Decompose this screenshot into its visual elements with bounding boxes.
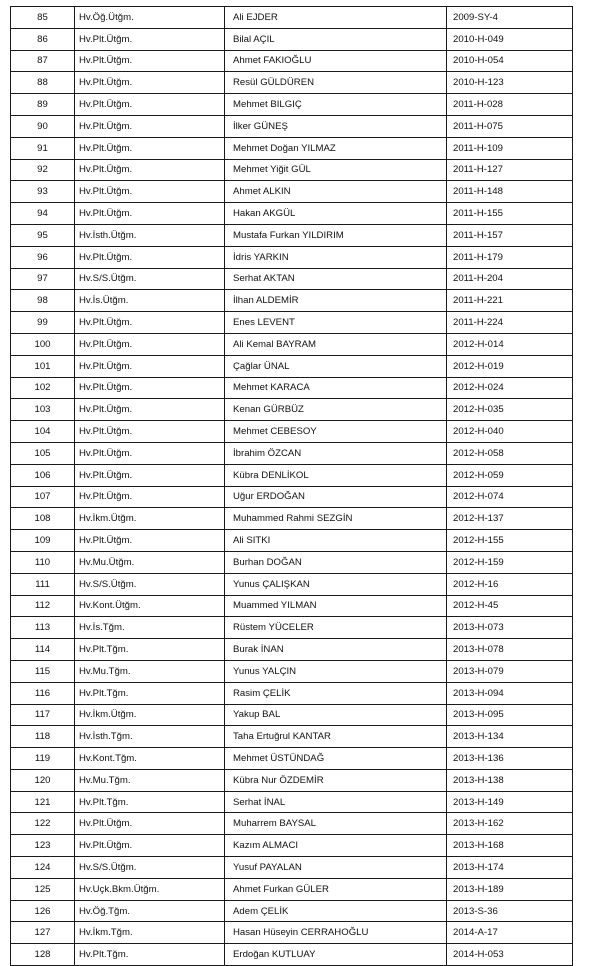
- registry-code-cell: 2010-H-049: [447, 28, 573, 50]
- registry-code-cell: 2011-H-157: [447, 224, 573, 246]
- full-name-cell: Mehmet ÜSTÜNDAĞ: [225, 748, 447, 770]
- personnel-table-body: [11, 7, 573, 966]
- table-row: [11, 224, 573, 246]
- full-name-cell: Resül GÜLDÜREN: [225, 72, 447, 94]
- registry-code-cell: 2012-H-159: [447, 551, 573, 573]
- full-name-cell: Kazım ALMACI: [225, 835, 447, 857]
- full-name-cell: Kenan GÜRBÜZ: [225, 399, 447, 421]
- row-number: 101: [11, 355, 75, 377]
- rank-cell: Hv.Plt.Ütğm.: [75, 530, 225, 552]
- full-name-cell: İlhan ALDEMİR: [225, 290, 447, 312]
- registry-code-cell: 2012-H-074: [447, 486, 573, 508]
- registry-code-cell: 2012-H-059: [447, 464, 573, 486]
- table-row: [11, 530, 573, 552]
- registry-code-cell: 2013-H-079: [447, 660, 573, 682]
- table-row: [11, 268, 573, 290]
- registry-code-cell: 2012-H-137: [447, 508, 573, 530]
- full-name-cell: Ahmet FAKIOĞLU: [225, 50, 447, 72]
- row-number: 126: [11, 900, 75, 922]
- rank-cell: Hv.Plt.Ütğm.: [75, 115, 225, 137]
- row-number: 113: [11, 617, 75, 639]
- rank-cell: Hv.Plt.Ütğm.: [75, 442, 225, 464]
- table-row: [11, 159, 573, 181]
- rank-cell: Hv.Plt.Ütğm.: [75, 464, 225, 486]
- full-name-cell: İbrahim ÖZCAN: [225, 442, 447, 464]
- table-row: [11, 900, 573, 922]
- full-name-cell: Muhammed Rahmi SEZGİN: [225, 508, 447, 530]
- row-number: 121: [11, 791, 75, 813]
- registry-code-cell: 2014-H-053: [447, 944, 573, 966]
- rank-cell: Hv.Plt.Tğm.: [75, 682, 225, 704]
- full-name-cell: Rüstem YÜCELER: [225, 617, 447, 639]
- table-row: [11, 813, 573, 835]
- registry-code-cell: 2009-SY-4: [447, 7, 573, 29]
- full-name-cell: Rasim ÇELİK: [225, 682, 447, 704]
- row-number: 118: [11, 726, 75, 748]
- full-name-cell: İlker GÜNEŞ: [225, 115, 447, 137]
- rank-cell: Hv.İs.Tğm.: [75, 617, 225, 639]
- full-name-cell: Yunus ÇALIŞKAN: [225, 573, 447, 595]
- row-number: 92: [11, 159, 75, 181]
- row-number: 115: [11, 660, 75, 682]
- registry-code-cell: 2012-H-058: [447, 442, 573, 464]
- table-row: [11, 791, 573, 813]
- full-name-cell: Kübra DENLİKOL: [225, 464, 447, 486]
- table-row: [11, 464, 573, 486]
- registry-code-cell: 2013-H-094: [447, 682, 573, 704]
- row-number: 95: [11, 224, 75, 246]
- registry-code-cell: 2012-H-16: [447, 573, 573, 595]
- table-row: [11, 72, 573, 94]
- rank-cell: Hv.Plt.Ütğm.: [75, 355, 225, 377]
- table-row: [11, 137, 573, 159]
- rank-cell: Hv.S/S.Ütğm.: [75, 857, 225, 879]
- full-name-cell: Hakan AKGÜL: [225, 203, 447, 225]
- rank-cell: Hv.Öğ.Tğm.: [75, 900, 225, 922]
- full-name-cell: Mehmet Yiğit GÜL: [225, 159, 447, 181]
- personnel-list-page: [10, 6, 572, 966]
- registry-code-cell: 2013-H-078: [447, 639, 573, 661]
- rank-cell: Hv.Plt.Ütğm.: [75, 399, 225, 421]
- rank-cell: Hv.Plt.Ütğm.: [75, 159, 225, 181]
- table-row: [11, 203, 573, 225]
- full-name-cell: Ali SITKI: [225, 530, 447, 552]
- registry-code-cell: 2011-H-221: [447, 290, 573, 312]
- table-row: [11, 399, 573, 421]
- row-number: 114: [11, 639, 75, 661]
- table-row: [11, 377, 573, 399]
- row-number: 85: [11, 7, 75, 29]
- full-name-cell: İdris YARKIN: [225, 246, 447, 268]
- rank-cell: Hv.Plt.Ütğm.: [75, 28, 225, 50]
- row-number: 97: [11, 268, 75, 290]
- personnel-table: [10, 6, 573, 966]
- rank-cell: Hv.İkm.Ütğm.: [75, 704, 225, 726]
- registry-code-cell: 2013-H-134: [447, 726, 573, 748]
- row-number: 116: [11, 682, 75, 704]
- rank-cell: Hv.Kont.Tğm.: [75, 748, 225, 770]
- row-number: 89: [11, 94, 75, 116]
- table-row: [11, 704, 573, 726]
- full-name-cell: Çağlar ÜNAL: [225, 355, 447, 377]
- row-number: 127: [11, 922, 75, 944]
- rank-cell: Hv.Mu.Ütğm.: [75, 551, 225, 573]
- registry-code-cell: 2013-H-168: [447, 835, 573, 857]
- table-row: [11, 639, 573, 661]
- rank-cell: Hv.Plt.Ütğm.: [75, 181, 225, 203]
- full-name-cell: Ahmet Furkan GÜLER: [225, 878, 447, 900]
- rank-cell: Hv.Plt.Tğm.: [75, 944, 225, 966]
- rank-cell: Hv.Plt.Ütğm.: [75, 137, 225, 159]
- full-name-cell: Mehmet KARACA: [225, 377, 447, 399]
- registry-code-cell: 2011-H-127: [447, 159, 573, 181]
- table-row: [11, 922, 573, 944]
- table-row: [11, 115, 573, 137]
- row-number: 123: [11, 835, 75, 857]
- full-name-cell: Mustafa Furkan YILDIRIM: [225, 224, 447, 246]
- row-number: 102: [11, 377, 75, 399]
- row-number: 93: [11, 181, 75, 203]
- rank-cell: Hv.Mu.Tğm.: [75, 660, 225, 682]
- registry-code-cell: 2011-H-028: [447, 94, 573, 116]
- rank-cell: Hv.Uçk.Bkm.Ütğm.: [75, 878, 225, 900]
- registry-code-cell: 2013-H-136: [447, 748, 573, 770]
- full-name-cell: Bilal AÇIL: [225, 28, 447, 50]
- table-row: [11, 7, 573, 29]
- full-name-cell: Adem ÇELİK: [225, 900, 447, 922]
- row-number: 120: [11, 769, 75, 791]
- full-name-cell: Yunus YALÇIN: [225, 660, 447, 682]
- rank-cell: Hv.Plt.Ütğm.: [75, 486, 225, 508]
- registry-code-cell: 2011-H-179: [447, 246, 573, 268]
- row-number: 119: [11, 748, 75, 770]
- row-number: 86: [11, 28, 75, 50]
- row-number: 107: [11, 486, 75, 508]
- full-name-cell: Burhan DOĞAN: [225, 551, 447, 573]
- rank-cell: Hv.Kont.Ütğm.: [75, 595, 225, 617]
- rank-cell: Hv.Plt.Ütğm.: [75, 312, 225, 334]
- rank-cell: Hv.Plt.Ütğm.: [75, 333, 225, 355]
- row-number: 96: [11, 246, 75, 268]
- registry-code-cell: 2013-H-189: [447, 878, 573, 900]
- row-number: 103: [11, 399, 75, 421]
- full-name-cell: Muammed YILMAN: [225, 595, 447, 617]
- row-number: 94: [11, 203, 75, 225]
- table-row: [11, 508, 573, 530]
- table-row: [11, 769, 573, 791]
- registry-code-cell: 2010-H-054: [447, 50, 573, 72]
- rank-cell: Hv.İsth.Ütğm.: [75, 224, 225, 246]
- row-number: 100: [11, 333, 75, 355]
- row-number: 128: [11, 944, 75, 966]
- rank-cell: Hv.Plt.Ütğm.: [75, 835, 225, 857]
- rank-cell: Hv.Plt.Ütğm.: [75, 94, 225, 116]
- registry-code-cell: 2012-H-019: [447, 355, 573, 377]
- full-name-cell: Yakup BAL: [225, 704, 447, 726]
- registry-code-cell: 2014-A-17: [447, 922, 573, 944]
- table-row: [11, 573, 573, 595]
- registry-code-cell: 2012-H-024: [447, 377, 573, 399]
- table-row: [11, 181, 573, 203]
- full-name-cell: Uğur ERDOĞAN: [225, 486, 447, 508]
- full-name-cell: Hasan Hüseyin CERRAHOĞLU: [225, 922, 447, 944]
- row-number: 105: [11, 442, 75, 464]
- registry-code-cell: 2011-H-075: [447, 115, 573, 137]
- full-name-cell: Mehmet Doğan YILMAZ: [225, 137, 447, 159]
- rank-cell: Hv.S/S.Ütğm.: [75, 573, 225, 595]
- full-name-cell: Serhat İNAL: [225, 791, 447, 813]
- registry-code-cell: 2011-H-224: [447, 312, 573, 334]
- table-row: [11, 94, 573, 116]
- table-row: [11, 682, 573, 704]
- rank-cell: Hv.İkm.Ütğm.: [75, 508, 225, 530]
- row-number: 90: [11, 115, 75, 137]
- full-name-cell: Erdoğan KUTLUAY: [225, 944, 447, 966]
- registry-code-cell: 2011-H-148: [447, 181, 573, 203]
- rank-cell: Hv.Plt.Ütğm.: [75, 421, 225, 443]
- registry-code-cell: 2012-H-014: [447, 333, 573, 355]
- rank-cell: Hv.İs.Ütğm.: [75, 290, 225, 312]
- full-name-cell: Enes LEVENT: [225, 312, 447, 334]
- rank-cell: Hv.Plt.Ütğm.: [75, 813, 225, 835]
- table-row: [11, 748, 573, 770]
- rank-cell: Hv.Plt.Ütğm.: [75, 377, 225, 399]
- registry-code-cell: 2010-H-123: [447, 72, 573, 94]
- table-row: [11, 726, 573, 748]
- rank-cell: Hv.Plt.Ütğm.: [75, 50, 225, 72]
- full-name-cell: Ali Kemal BAYRAM: [225, 333, 447, 355]
- rank-cell: Hv.Plt.Ütğm.: [75, 72, 225, 94]
- rank-cell: Hv.İsth.Tğm.: [75, 726, 225, 748]
- table-row: [11, 28, 573, 50]
- registry-code-cell: 2012-H-155: [447, 530, 573, 552]
- table-row: [11, 660, 573, 682]
- full-name-cell: Ali EJDER: [225, 7, 447, 29]
- row-number: 111: [11, 573, 75, 595]
- table-row: [11, 551, 573, 573]
- table-row: [11, 442, 573, 464]
- row-number: 87: [11, 50, 75, 72]
- table-row: [11, 421, 573, 443]
- table-row: [11, 355, 573, 377]
- registry-code-cell: 2013-H-162: [447, 813, 573, 835]
- registry-code-cell: 2013-S-36: [447, 900, 573, 922]
- table-row: [11, 290, 573, 312]
- full-name-cell: Kübra Nur ÖZDEMİR: [225, 769, 447, 791]
- full-name-cell: Mehmet CEBESOY: [225, 421, 447, 443]
- full-name-cell: Taha Ertuğrul KANTAR: [225, 726, 447, 748]
- full-name-cell: Yusuf PAYALAN: [225, 857, 447, 879]
- row-number: 108: [11, 508, 75, 530]
- row-number: 91: [11, 137, 75, 159]
- table-row: [11, 878, 573, 900]
- row-number: 125: [11, 878, 75, 900]
- table-row: [11, 595, 573, 617]
- table-row: [11, 50, 573, 72]
- full-name-cell: Ahmet ALKIN: [225, 181, 447, 203]
- row-number: 99: [11, 312, 75, 334]
- row-number: 117: [11, 704, 75, 726]
- row-number: 88: [11, 72, 75, 94]
- registry-code-cell: 2011-H-204: [447, 268, 573, 290]
- table-row: [11, 944, 573, 966]
- row-number: 106: [11, 464, 75, 486]
- full-name-cell: Serhat AKTAN: [225, 268, 447, 290]
- table-row: [11, 617, 573, 639]
- table-row: [11, 486, 573, 508]
- rank-cell: Hv.S/S.Ütğm.: [75, 268, 225, 290]
- row-number: 104: [11, 421, 75, 443]
- registry-code-cell: 2012-H-040: [447, 421, 573, 443]
- registry-code-cell: 2012-H-035: [447, 399, 573, 421]
- table-row: [11, 333, 573, 355]
- full-name-cell: Mehmet BILGIÇ: [225, 94, 447, 116]
- full-name-cell: Muharrem BAYSAL: [225, 813, 447, 835]
- row-number: 110: [11, 551, 75, 573]
- full-name-cell: Burak İNAN: [225, 639, 447, 661]
- table-row: [11, 835, 573, 857]
- registry-code-cell: 2011-H-109: [447, 137, 573, 159]
- table-row: [11, 312, 573, 334]
- row-number: 109: [11, 530, 75, 552]
- row-number: 98: [11, 290, 75, 312]
- rank-cell: Hv.Plt.Tğm.: [75, 791, 225, 813]
- rank-cell: Hv.Mu.Tğm.: [75, 769, 225, 791]
- registry-code-cell: 2013-H-073: [447, 617, 573, 639]
- rank-cell: Hv.Plt.Ütğm.: [75, 203, 225, 225]
- registry-code-cell: 2013-H-174: [447, 857, 573, 879]
- rank-cell: Hv.Plt.Tğm.: [75, 639, 225, 661]
- registry-code-cell: 2013-H-138: [447, 769, 573, 791]
- rank-cell: Hv.Öğ.Ütğm.: [75, 7, 225, 29]
- registry-code-cell: 2011-H-155: [447, 203, 573, 225]
- registry-code-cell: 2013-H-095: [447, 704, 573, 726]
- rank-cell: Hv.Plt.Ütğm.: [75, 246, 225, 268]
- registry-code-cell: 2013-H-149: [447, 791, 573, 813]
- registry-code-cell: 2012-H-45: [447, 595, 573, 617]
- rank-cell: Hv.İkm.Tğm.: [75, 922, 225, 944]
- row-number: 124: [11, 857, 75, 879]
- row-number: 122: [11, 813, 75, 835]
- table-row: [11, 857, 573, 879]
- table-row: [11, 246, 573, 268]
- row-number: 112: [11, 595, 75, 617]
